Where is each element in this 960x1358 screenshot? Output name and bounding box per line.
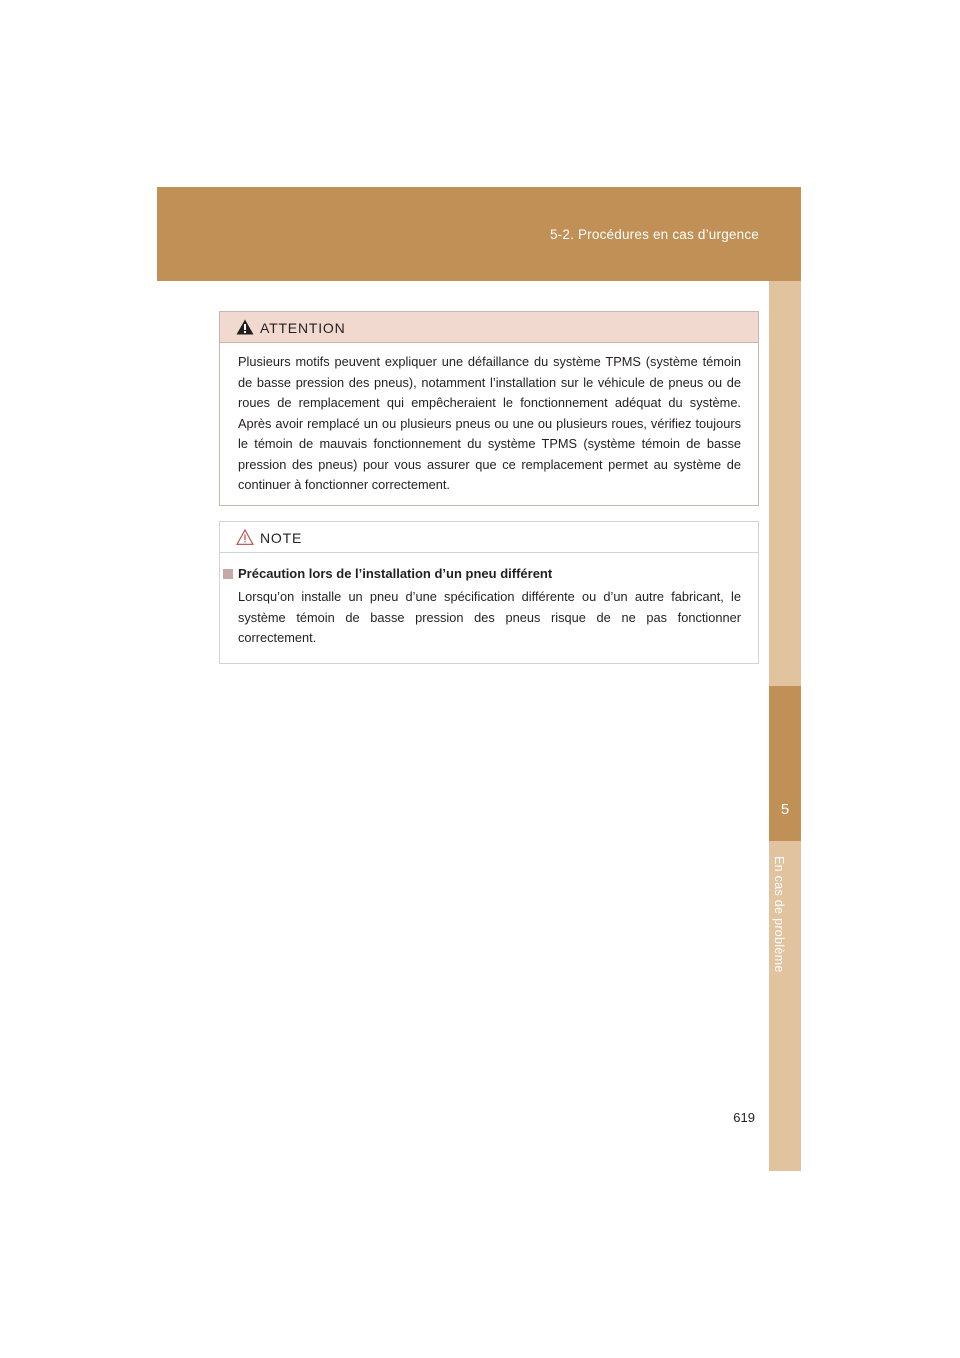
- chapter-title: En cas de problème: [772, 856, 786, 973]
- note-item-heading-text: Précaution lors de l’installation d’un pneu différent: [238, 566, 553, 581]
- note-item-heading: [223, 566, 758, 581]
- note-title: NOTE: [260, 530, 303, 546]
- attention-title: ATTENTION: [260, 320, 346, 336]
- attention-box: [219, 311, 759, 506]
- chapter-block: [769, 686, 801, 841]
- attention-header: [220, 312, 758, 343]
- warning-triangle-icon: [236, 319, 254, 340]
- section-title: 5-2. Procédures en cas d’urgence: [549, 227, 759, 242]
- chapter-number: 5: [780, 801, 790, 818]
- page-number: 619: [733, 1110, 755, 1125]
- attention-text: Plusieurs motifs peuvent expliquer une défaillance du système TPMS (système témoin de basse pression des pneus), notamment l’installation sur le véhicule de pneus ou de roues de remplacement qui empêcheraient le fonctionnement adéquat du système. Après avoir remplacé un ou plusieurs pneus ou une ou plusieurs roues, vérifiez toujours le témoin de mauvais fonctionnement du système TPMS (système témoin de basse pression des pneus) pour vous assurer que ce remplacement permet au système de continuer à fonctionner correctement.: [238, 354, 741, 492]
- bullet-square-icon: [223, 569, 233, 579]
- note-header: [220, 522, 758, 553]
- chapter-side-tab: [769, 281, 801, 1171]
- note-box: [219, 521, 759, 664]
- note-item-text: Lorsqu’on installe un pneu d’une spécification différente ou d’un autre fabricant, le système témoin de basse pression des pneus risque de ne pas fonctionner correctement.: [238, 589, 741, 645]
- warning-triangle-outline-icon: [236, 529, 254, 550]
- header-band: [157, 187, 801, 281]
